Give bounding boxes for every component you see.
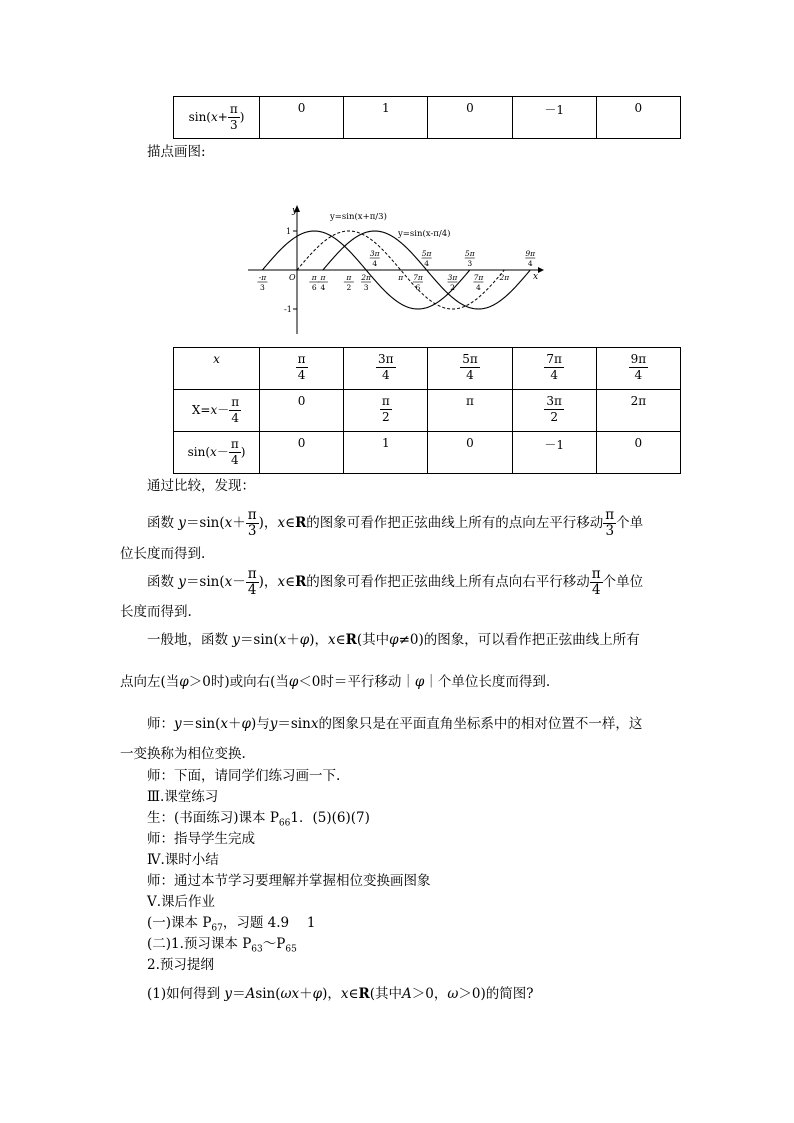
table2-header-cell: $\frac{9\pi}{4}$: [596, 348, 680, 390]
x-tick-numerator: π: [346, 273, 352, 282]
paragraph-1-line-2: 位长度而得到.: [120, 546, 206, 562]
x-tick-numerator: 2π: [499, 273, 510, 282]
lesson-line-4: 师：指导学生完成: [147, 831, 255, 847]
compare-line: 通过比较，发现：: [147, 478, 255, 494]
x-tick-numerator: 5π: [421, 249, 432, 258]
lesson-line-3: 生：(书面练习)课本 $P_{66}1$．(5)(6)(7): [147, 810, 370, 829]
table2-header-cell: $\frac{5\pi}{4}$: [428, 348, 512, 390]
x-tick-numerator: 3π: [447, 273, 458, 282]
phase-table-1: [173, 96, 681, 139]
teacher-note-line-1: 师：y＝sin(x＋φ)与y＝sinx的图象只是在平面直角坐标系中的相对位置不一样，这: [147, 716, 643, 732]
x-tick-denominator: 2: [450, 283, 455, 292]
x-tick-denominator: 2: [346, 283, 352, 292]
x-tick-numerator: π: [320, 273, 326, 282]
teacher-note-line-2: 一变换称为相位变换.: [120, 746, 246, 762]
sine-graph: [240, 200, 550, 340]
table2-cell: －1: [512, 432, 596, 474]
table2-row2-label: X=x－ $\frac{\pi}{4}$: [174, 390, 260, 432]
x-tick-numerator: 7π: [413, 273, 423, 282]
curve1-label: y=sin(x+π/3): [330, 212, 387, 222]
plot-caption: 描点画图:: [147, 144, 206, 160]
x-tick-numerator: 9π: [525, 249, 536, 258]
curve2-label: y=sin(x-π/4): [398, 229, 451, 239]
table2-header-label: x: [174, 348, 260, 390]
x-tick-numerator: 7π: [473, 273, 484, 282]
table1-row-label: sin(x+ $\frac{\pi}{3}$ ): [174, 97, 260, 139]
y-axis-label: y: [292, 206, 298, 216]
x-tick-denominator: 6: [311, 283, 317, 292]
x-tick-denominator: 6: [415, 283, 421, 292]
x-tick-denominator: 4: [527, 259, 533, 268]
y-tick-minus1: -1: [284, 305, 292, 314]
table1-cell: 0: [260, 97, 344, 139]
table2-header-cell: $\frac{3\pi}{4}$: [344, 348, 428, 390]
paragraph-3-line-2: 点向左(当φ＞0时)或向右(当φ＜0时＝平行移动｜φ｜个单位长度而得到.: [120, 674, 551, 690]
paragraph-3-line-1: 一般地，函数 y＝sin(x＋φ)，x∈R(其中φ≠0)的图象，可以看作把正弦曲线上所有: [147, 632, 640, 648]
table1-cell: 0: [428, 97, 512, 139]
lesson-line-5: Ⅳ.课时小结: [147, 852, 219, 868]
lesson-line-11: (1)如何得到 y＝Asin(ωx＋φ)，x∈R(其中A＞0，ω＞0)的简图?: [147, 986, 534, 1002]
x-tick-denominator: 4: [424, 259, 429, 268]
table2-cell: 0: [428, 432, 512, 474]
table1-cell: 1: [344, 97, 428, 139]
table2-cell: 2π: [596, 390, 680, 432]
table2-cell: 1: [344, 432, 428, 474]
x-tick-denominator: 3: [260, 283, 265, 292]
lesson-line-7: Ⅴ.课后作业: [147, 894, 216, 910]
x-tick-numerator: 3π: [369, 249, 380, 258]
lesson-line-1: 师：下面，请同学们练习画一下.: [147, 768, 341, 784]
x-tick-numerator: π: [398, 273, 404, 282]
table2-header-cell: $\frac{\pi}{4}$: [260, 348, 344, 390]
table1-cell: 0: [596, 97, 680, 139]
y-tick-1: 1: [286, 227, 292, 236]
lesson-line-8: (一)课本 $P_{67}$，习题 4.9 1: [147, 915, 316, 934]
x-tick-numerator: π: [311, 273, 317, 282]
graph-axes: [248, 205, 544, 334]
lesson-line-2: Ⅲ.课堂练习: [147, 789, 219, 805]
lesson-line-10: 2.预习提纲: [147, 957, 214, 973]
table2-row3-label: sin(x－ $\frac{\pi}{4}$ ): [174, 432, 260, 474]
x-tick-denominator: 4: [372, 259, 378, 268]
paragraph-1-line-1: 函数 y＝sin(x＋ $\frac{\pi}{3}$ )，x∈R的图象可看作把正弦曲线上所有的点向左平行移动 $\frac{\pi}{3}$ 个单: [147, 507, 644, 539]
paragraph-2-line-2: 长度而得到.: [120, 604, 192, 620]
table2-cell: $\frac{\pi}{2}$: [344, 390, 428, 432]
x-tick-denominator: 3: [467, 259, 473, 268]
table2-cell: 0: [596, 432, 680, 474]
table1-cell: －1: [512, 97, 596, 139]
table2-cell: π: [428, 390, 512, 432]
x-tick-numerator: -π: [258, 273, 267, 282]
origin-label: O: [289, 273, 296, 282]
table2-header-cell: $\frac{7\pi}{4}$: [512, 348, 596, 390]
x-axis-label: x: [533, 272, 539, 282]
table2-cell: 0: [260, 432, 344, 474]
x-tick-denominator: 4: [476, 283, 481, 292]
lesson-line-9: (二)1.预习课本 $P_{63}\sim P_{65}$: [147, 936, 297, 955]
x-tick-denominator: 3: [363, 283, 369, 292]
table2-cell: 0: [260, 390, 344, 432]
x-tick-numerator: 5π: [464, 249, 475, 258]
phase-table-2: [173, 347, 681, 474]
x-tick-numerator: 2π: [361, 273, 371, 282]
x-tick-denominator: 4: [320, 283, 326, 292]
paragraph-2-line-1: 函数 y＝sin(x－ $\frac{\pi}{4}$ )，x∈R的图象可看作把正弦曲线上所有点向右平行移动 $\frac{\pi}{4}$ 个单位: [147, 566, 644, 598]
table2-cell: $\frac{3\pi}{2}$: [512, 390, 596, 432]
lesson-line-6: 师：通过本节学习要理解并掌握相位变换画图象: [147, 873, 431, 889]
